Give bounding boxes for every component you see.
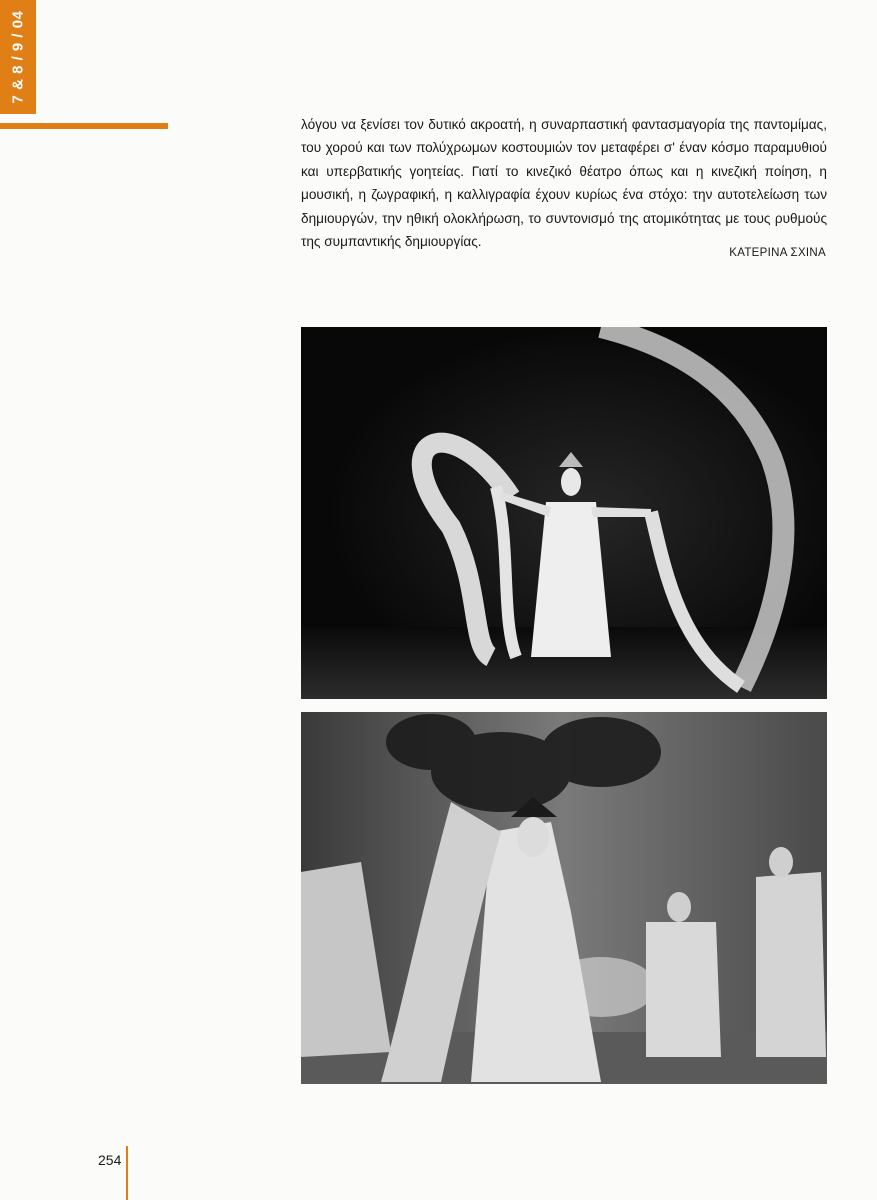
date-tab: [0, 0, 36, 114]
header-rule: [0, 123, 168, 129]
date-label: 7 & 8 / 9 / 04: [9, 10, 27, 104]
photo-opera-ensemble: [301, 712, 827, 1084]
article-paragraph: λόγου να ξενίσει τον δυτικό ακροατή, η συναρπαστική φαντασμαγορία της παντομίμας, του χορού και των πολύχρωμων κοστουμιών τον μεταφέρει σ' έναν κόσμο παραμυθιού και υπερβατικής γοητείας. Γιατί το κινεζικό θέατρο όπως και η κινεζική ποίηση, η μουσική, η ζωγραφική, η καλλιγραφία έχουν κυρίως ένα στόχο: την αυτοτελείωση των δημιουργών, την ηθική ολοκλήρωση, το συντονισμό της ατομικότητας με τους ρυθμούς της συμπαντικής δημιουργίας.: [301, 117, 827, 250]
photo-ribbon-dancer: [301, 327, 827, 699]
page-number: 254: [98, 1152, 122, 1168]
article-author: ΚΑΤΕΡΙΝΑ ΣΧΙΝΑ: [729, 247, 826, 259]
page-number-rule: [126, 1146, 128, 1200]
